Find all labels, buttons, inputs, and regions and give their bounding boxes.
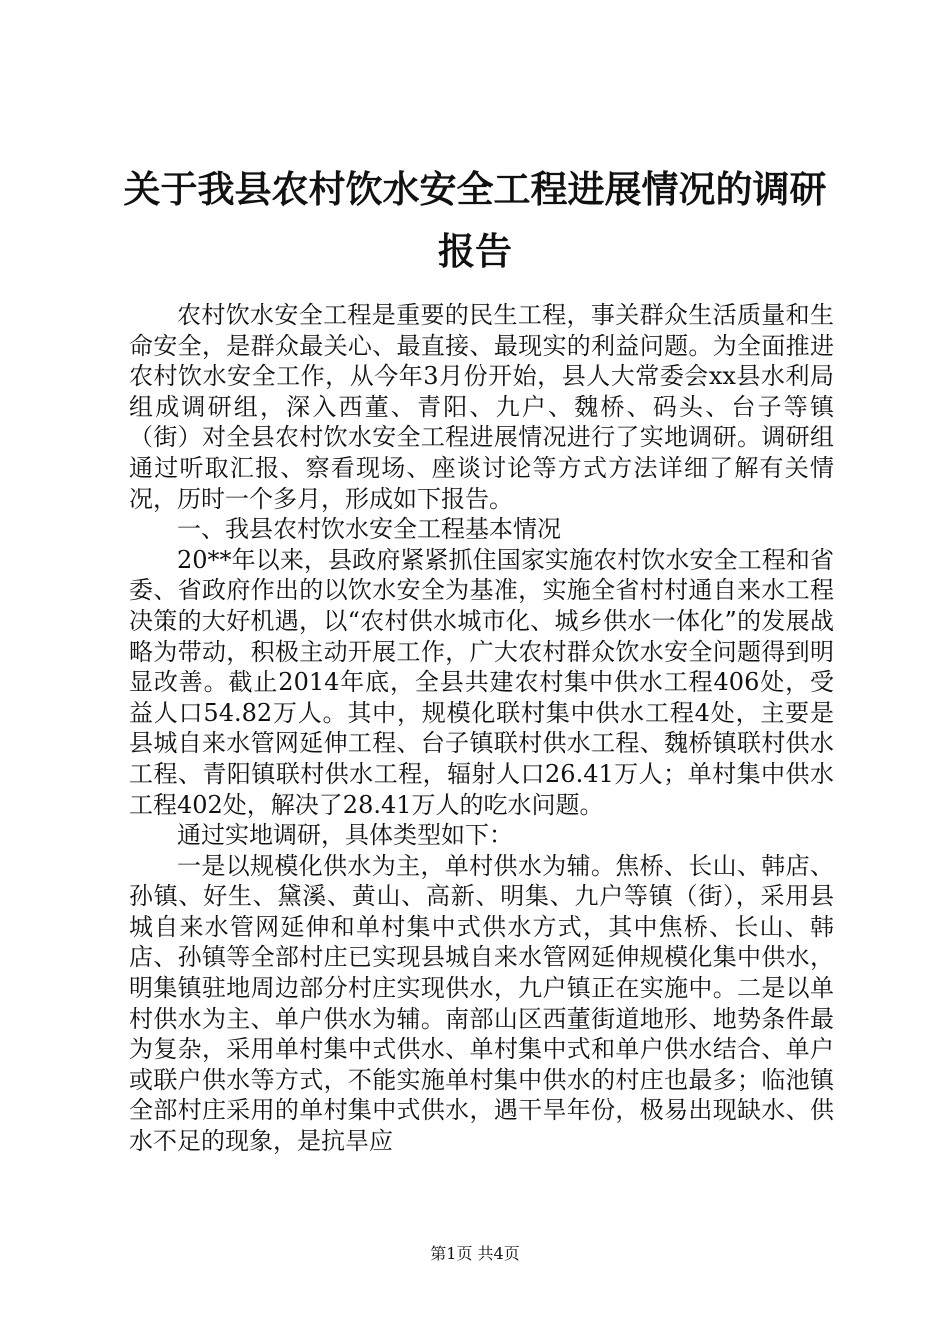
paragraph-intro: 农村饮水安全工程是重要的民生工程，事关群众生活质量和生命安全，是群众最关心、最直接、最现实的利益问题。为全面推进农村饮水安全工作，从今年3月份开始，县人大常委会xx县水利局组成调研组，深入西董、青阳、九户、魏桥、码头、台子等镇（街）对全县农村饮水安全工程进展情况进行了实地调研。调研组通过听取汇报、察看现场、座谈讨论等方式方法详细了解有关情况，历时一个多月，形成如下报告。 — [129, 301, 834, 513]
section-heading-1: 一、我县农村饮水安全工程基本情况 — [177, 515, 561, 544]
document-body — [129, 300, 834, 1157]
page-number-footer: 第1页 共4页 — [430, 1244, 520, 1263]
paragraph-types: 一是以规模化供水为主，单村供水为辅。焦桥、长山、韩店、孙镇、好生、黛溪、黄山、高新、明集、九户等镇（街），采用县城自来水管网延伸和单村集中式供水方式，其中焦桥、长山、韩店、孙镇等全部村庄已实现县城自来水管网延伸规模化集中供水，明集镇驻地周边部分村庄实现供水，九户镇正在实施中。二是以单村供水为主、单户供水为辅。南部山区西董街道地形、地势条件最为复杂，采用单村集中式供水、单村集中式和单户供水结合、单户或联户供水等方式，不能实施单村集中供水的村庄也最多；临池镇全部村庄采用的单村集中式供水，遇干旱年份，极易出现缺水、供水不足的现象，是抗旱应 — [129, 851, 834, 1156]
paragraph-overview: 20**年以来，县政府紧紧抓住国家实施农村饮水安全工程和省委、省政府作出的以饮水安全为基准，实施全省村村通自来水工程决策的大好机遇，以“农村供水城市化、城乡供水一体化”的发展战略为带动，积极主动开展工作，广大农村群众饮水安全问题得到明显改善。截止2014年底，全县共建农村集中供水工程406处，受益人口54.82万人。其中，规模化联村集中供水工程4处，主要是县城自来水管网延伸工程、台子镇联村供水工程、魏桥镇联村供水工程、青阳镇联村供水工程，辐射人口26.41万人；单村集中供水工程402处，解决了28.41万人的吃水问题。 — [129, 545, 834, 819]
paragraph-types-intro: 通过实地调研，具体类型如下： — [177, 821, 513, 850]
document-title: 关于我县农村饮水安全工程进展情况的调研报告 — [123, 167, 827, 273]
